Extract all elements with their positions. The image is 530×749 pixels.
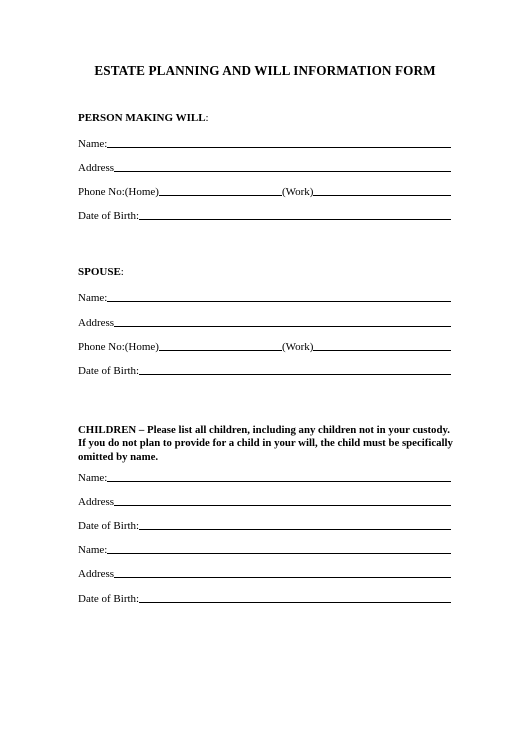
spouse-heading-text: SPOUSE <box>78 266 121 278</box>
child-1-address-line[interactable] <box>114 504 451 506</box>
person-phone-field[interactable] <box>78 184 451 198</box>
person-dob-label: Date of Birth: <box>78 210 140 222</box>
spouse-dob-field[interactable] <box>78 363 451 377</box>
person-name-label: Name: <box>78 138 108 150</box>
spouse-name-label: Name: <box>78 292 108 304</box>
child-2-address-field[interactable] <box>78 566 451 580</box>
person-address-field[interactable] <box>78 160 451 174</box>
form-title: ESTATE PLANNING AND WILL INFORMATION FORM <box>94 63 436 78</box>
child-1-name-line[interactable] <box>107 480 451 482</box>
child-2-dob-line[interactable] <box>139 601 451 603</box>
spouse-phone-work-line[interactable] <box>313 349 451 351</box>
child-1-address-field[interactable] <box>78 494 451 508</box>
person-phone-home-label: Phone No:(Home) <box>78 186 159 198</box>
child-2-address-line[interactable] <box>114 576 451 578</box>
person-name-field[interactable] <box>78 136 451 150</box>
spouse-phone-home-line[interactable] <box>159 349 282 351</box>
child-2-dob-label: Date of Birth: <box>78 593 140 605</box>
child-2-name-label: Name: <box>78 544 108 556</box>
spouse-phone-work-label: (Work) <box>281 341 314 353</box>
child-2-name-line[interactable] <box>107 552 451 554</box>
spouse-heading <box>78 266 124 278</box>
person-address-line[interactable] <box>114 170 451 172</box>
person-making-will-heading-text: PERSON MAKING WILL <box>78 112 206 124</box>
child-1-dob-label: Date of Birth: <box>78 520 140 532</box>
children-instructions: CHILDREN – Please list all children, including any children not in your custody. If you do not plan to provide for a child in your will, the child must be specifically omitted by name. <box>78 424 453 463</box>
spouse-dob-line[interactable] <box>139 373 451 375</box>
spouse-dob-label: Date of Birth: <box>78 365 140 377</box>
child-1-address-label: Address <box>78 496 115 508</box>
person-dob-line[interactable] <box>139 218 451 220</box>
spouse-name-line[interactable] <box>107 300 451 302</box>
spouse-name-field[interactable] <box>78 290 451 304</box>
person-address-label: Address <box>78 162 115 174</box>
person-making-will-heading <box>78 112 209 124</box>
spouse-address-label: Address <box>78 317 115 329</box>
child-2-dob-field[interactable] <box>78 591 451 605</box>
spouse-address-field[interactable] <box>78 315 451 329</box>
child-1-dob-line[interactable] <box>139 528 451 530</box>
child-2-name-field[interactable] <box>78 542 451 556</box>
child-1-dob-field[interactable] <box>78 518 451 532</box>
person-phone-work-label: (Work) <box>281 186 314 198</box>
person-dob-field[interactable] <box>78 208 451 222</box>
person-name-line[interactable] <box>107 146 451 148</box>
spouse-address-line[interactable] <box>114 325 451 327</box>
child-1-name-label: Name: <box>78 472 108 484</box>
spouse-heading-colon: : <box>120 266 124 278</box>
spouse-phone-field[interactable] <box>78 339 451 353</box>
child-1-name-field[interactable] <box>78 470 451 484</box>
spouse-phone-home-label: Phone No:(Home) <box>78 341 159 353</box>
child-2-address-label: Address <box>78 568 115 580</box>
person-making-will-heading-colon: : <box>205 112 209 124</box>
person-phone-work-line[interactable] <box>313 194 451 196</box>
person-phone-home-line[interactable] <box>159 194 282 196</box>
